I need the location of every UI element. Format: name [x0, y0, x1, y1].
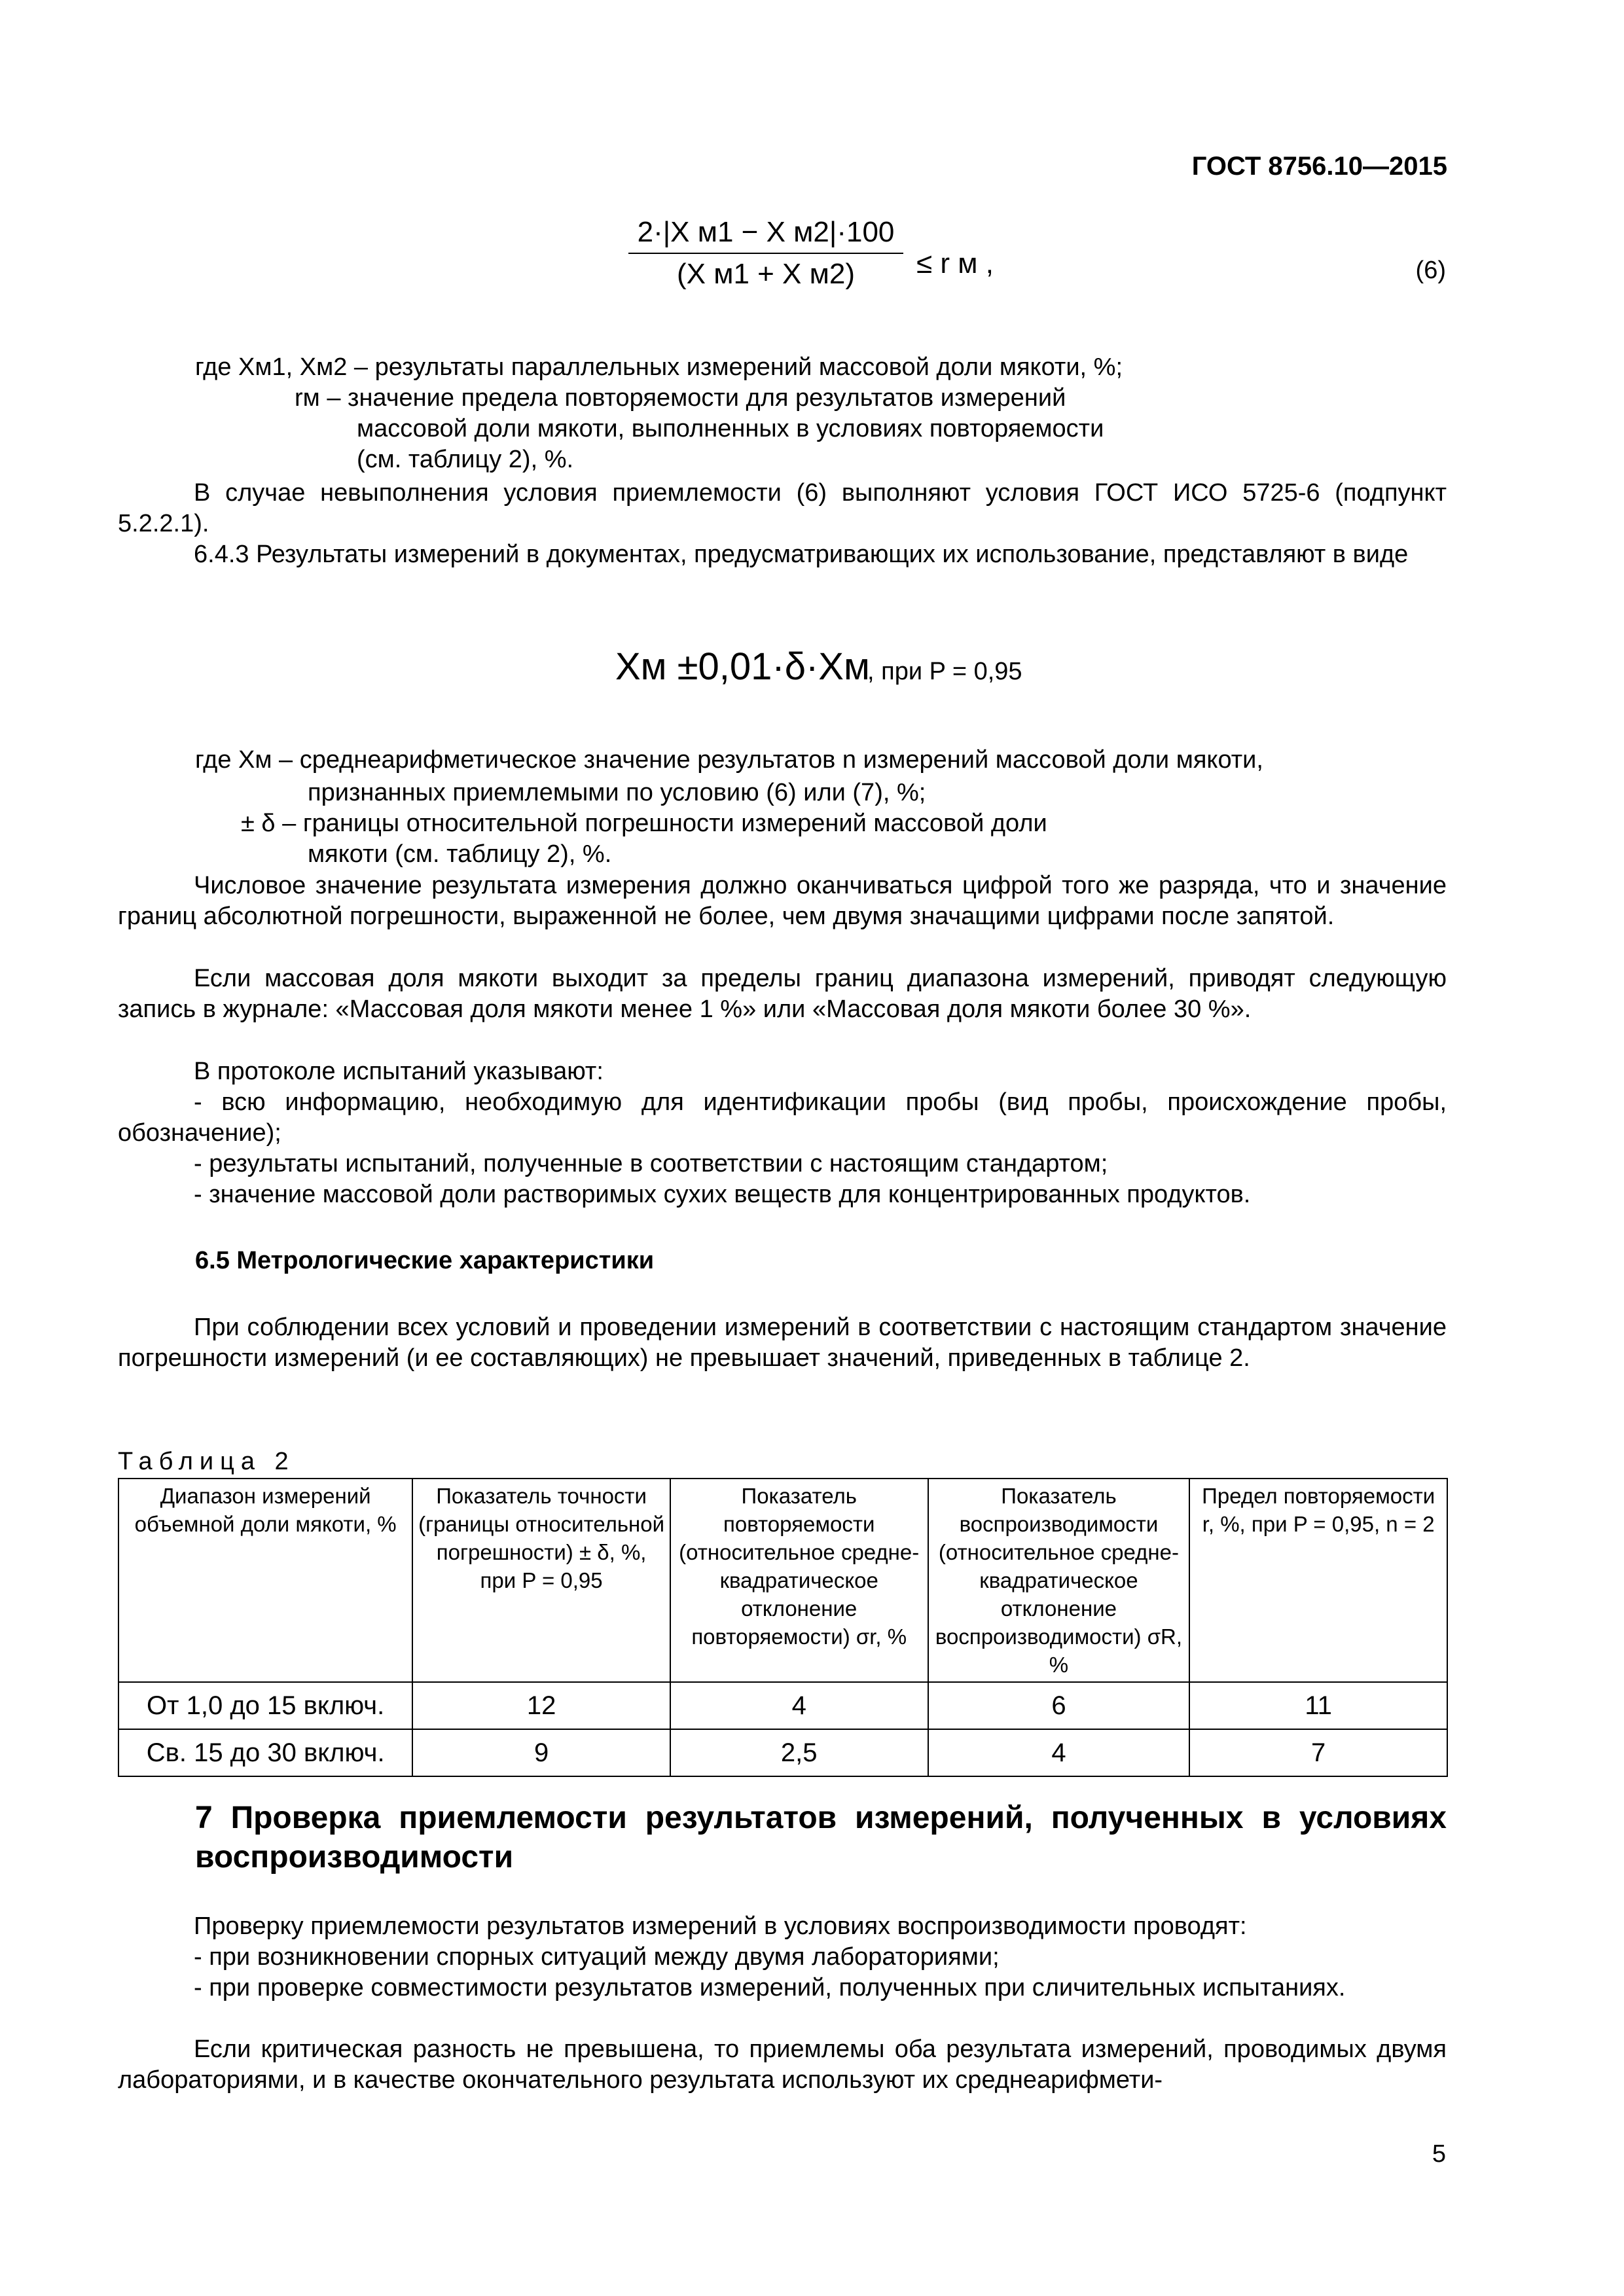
result-formula	[615, 645, 870, 689]
formula-6-numerator: 2·|X м1 − X м2|·100	[637, 216, 895, 248]
where2-line4: мякоти (см. таблицу 2), %.	[308, 840, 612, 868]
fraction-bar	[628, 253, 903, 254]
paragraph-6-5: При соблюдении всех условий и проведении измерений в соответствии с настоящим стандартом значение погрешности измерений (и ее составляющих) не превышает значений, приведенных в таблице 2.	[118, 1314, 1447, 1372]
formula-6-denominator: (X м1 + X м2)	[676, 258, 856, 290]
formula-6	[628, 216, 903, 291]
paragraph-range: Если массовая доля мякоти выходит за пределы границ диапазона измерений, приводят следующую запись в журнале: «Массовая доля мякоти менее 1 %» или «Массовая доля мякоти более 30 %».	[118, 965, 1447, 1023]
table-cell: 11	[1189, 1682, 1447, 1729]
table-header-cell: Показатель точности (границы относительной погрешности) ± δ, %, при P = 0,95	[412, 1479, 670, 1682]
formula-6-number: (6)	[1415, 257, 1446, 284]
where2-line3: ± δ – границы относительной погрешности измерений массовой доли	[241, 810, 1047, 837]
table-cell: 6	[928, 1682, 1190, 1729]
paragraph-numeric-value: Числовое значение результата измерения должно оканчиваться цифрой того же разряда, что и значение границ абсолютной погрешности, выраженной не более, чем двумя значащими цифрами после запятой.	[118, 872, 1447, 930]
table-cell: 12	[412, 1682, 670, 1729]
bullet-1: - всю информацию, необходимую для идентификации пробы (вид пробы, происхождение пробы, обозначение);	[118, 1088, 1447, 1147]
formula-6-rhs: ≤ r м ,	[916, 247, 994, 279]
paragraph-nonfulfilment: В случае невыполнения условия приемлемости (6) выполняют условия ГОСТ ИСО 5725-6 (подпункт 5.2.2.1).	[118, 479, 1447, 537]
document-header: ГОСТ 8756.10—2015	[1191, 152, 1447, 181]
where2-line2: признанных приемлемыми по условию (6) или (7), %;	[308, 779, 926, 806]
table-cell: 9	[412, 1729, 670, 1776]
table-row	[118, 1729, 1447, 1776]
table-cell: 7	[1189, 1729, 1447, 1776]
result-formula-suffix: , при P = 0,95	[867, 658, 1022, 685]
paragraph-6-4-3: 6.4.3 Результаты измерений в документах, предусматривающих их использование, представляют в виде	[194, 541, 1409, 568]
where1-line1: где Xм1, Xм2 – результаты параллельных измерений массовой доли мякоти, %;	[195, 353, 1123, 381]
where2-line1: где Xм – среднеарифметическое значение результатов n измерений массовой доли мякоти,	[195, 746, 1263, 774]
bullet7-1: - при возникновении спорных ситуаций между двумя лабораториями;	[194, 1943, 1000, 1971]
table-header-cell: Показатель повторяемости (относительное средне-квадратическое отклонение повторяемости) σr, %	[670, 1479, 928, 1682]
bullet7-2: - при проверке совместимости результатов измерений, полученных при сличительных испытаниях.	[194, 1974, 1346, 2001]
section-7-title: 7 Проверка приемлемости результатов измерений, полученных в условиях воспроизводимости	[195, 1801, 1447, 1874]
table-header-cell: Показатель воспроизводимости (относительное средне-квадратическое отклонение воспроизводимости) σR, %	[928, 1479, 1190, 1682]
table-header-cell: Диапазон измерений объемной доли мякоти, %	[118, 1479, 412, 1682]
table-cell: Св. 15 до 30 включ.	[118, 1729, 412, 1776]
table-cell: 4	[670, 1682, 928, 1729]
bullet-2: - результаты испытаний, полученные в соответствии с настоящим стандартом;	[194, 1150, 1108, 1177]
paragraph-7b: Если критическая разность не превышена, то приемлемы оба результата измерений, проводимых двумя лабораториями, и в качестве окончательного результата используют их среднеарифмети-	[118, 2036, 1447, 2094]
paragraph-protocol: В протоколе испытаний указывают:	[194, 1058, 604, 1085]
section-6-5-title: 6.5 Метрологические характеристики	[195, 1247, 655, 1274]
table-header-row	[118, 1479, 1447, 1682]
paragraph-7a: Проверку приемлемости результатов измерений в условиях воспроизводимости проводят:	[194, 1912, 1247, 1940]
bullet-3: - значение массовой доли растворимых сухих веществ для концентрированных продуктов.	[194, 1181, 1251, 1208]
table-cell: 4	[928, 1729, 1190, 1776]
table-row	[118, 1682, 1447, 1729]
table-header-cell: Предел повторяемости r, %, при P = 0,95, n = 2	[1189, 1479, 1447, 1682]
table-caption: Таблица 2	[118, 1448, 295, 1475]
table-cell: От 1,0 до 15 включ.	[118, 1682, 412, 1729]
table-cell: 2,5	[670, 1729, 928, 1776]
where1-line2: rм – значение предела повторяемости для результатов измерений	[295, 384, 1066, 412]
where1-line4: (см. таблицу 2), %.	[357, 446, 574, 473]
table-2	[118, 1478, 1448, 1777]
page-number: 5	[1432, 2140, 1446, 2168]
result-formula-expr: Xм ±0,01·δ·Xм	[615, 645, 870, 688]
where1-line3: массовой доли мякоти, выполненных в условиях повторяемости	[357, 415, 1104, 442]
